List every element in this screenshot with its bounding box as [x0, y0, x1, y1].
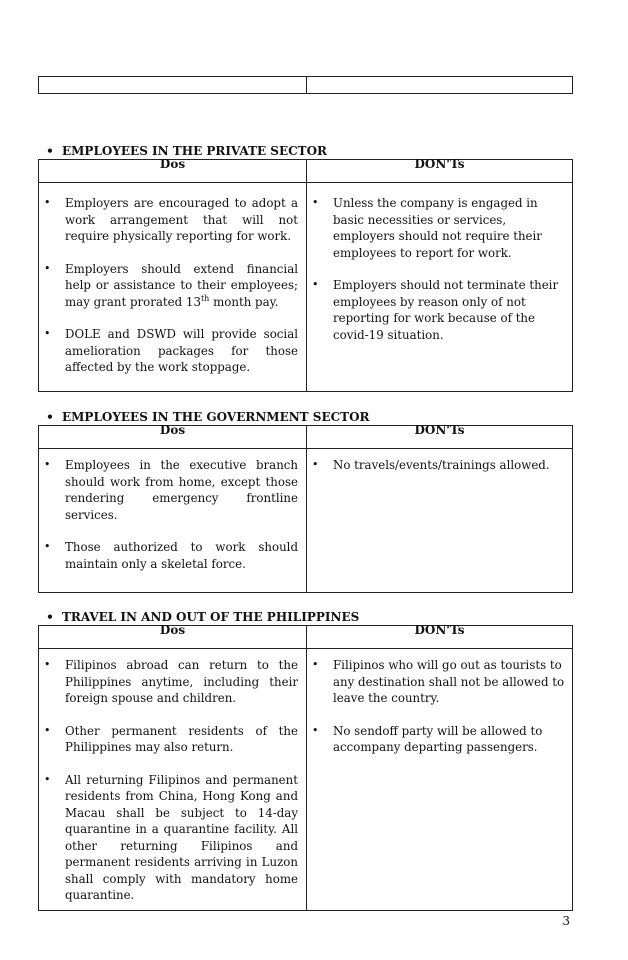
list-item: • Employees in the executive branch should work from home, except those rendering emergency frontline services.: [44, 458, 298, 522]
dos-cell: [39, 649, 307, 911]
bullet-icon: •: [44, 261, 51, 275]
list-item: • Filipinos abroad can return to the Philippines anytime, including their foreign spouse and children.: [44, 658, 298, 705]
donts-cell: [307, 649, 573, 911]
donts-column-header: DON'Ts: [307, 426, 573, 449]
empty-table-fragment: [38, 76, 573, 94]
list-item: • Employers should extend financial help or assistance to their employees; may grant prorated 13th month pay.: [44, 261, 298, 309]
section-heading-private: • EMPLOYEES IN THE PRIVATE SECTOR: [38, 144, 327, 158]
bullet-icon: •: [44, 540, 51, 553]
dos-cell: [39, 183, 307, 392]
bullet-icon: •: [312, 196, 319, 209]
bullet-icon: •: [312, 658, 319, 671]
bullet-icon: •: [312, 278, 319, 291]
bullet-icon: •: [46, 610, 54, 624]
bullet-icon: •: [44, 196, 51, 209]
bullet-icon: •: [46, 410, 54, 424]
bullet-icon: •: [312, 458, 319, 471]
dos-donts-table: [38, 159, 573, 392]
bullet-icon: •: [46, 144, 54, 158]
list-item: • No travels/events/trainings allowed.: [312, 458, 550, 472]
dos-column-header: Dos: [39, 626, 307, 649]
dos-cell: [39, 449, 307, 593]
list-item: • Other permanent residents of the Philippines may also return.: [44, 723, 298, 754]
bullet-icon: •: [44, 772, 51, 786]
section-heading-travel: • TRAVEL IN AND OUT OF THE PHILIPPINES: [38, 610, 359, 624]
list-item: • DOLE and DSWD will provide social amelioration packages for those affected by the work stoppage.: [44, 327, 298, 374]
section-table-private: [38, 159, 573, 392]
donts-column-header: DON'Ts: [307, 626, 573, 649]
list-item: • Those authorized to work should maintain only a skeletal force.: [44, 540, 298, 571]
list-item: • Unless the company is engaged in basic necessities or services, employers should not require their employees to report for work.: [312, 196, 542, 260]
page-number: 3: [562, 914, 570, 928]
bullet-icon: •: [44, 458, 51, 471]
donts-column-header: DON'Ts: [307, 160, 573, 183]
table-column-divider: [306, 77, 307, 93]
donts-cell: [307, 183, 573, 392]
donts-cell: [307, 449, 573, 593]
dos-column-header: Dos: [39, 426, 307, 449]
dos-column-header: Dos: [39, 160, 307, 183]
section-heading-government: • EMPLOYEES IN THE GOVERNMENT SECTOR: [38, 410, 370, 424]
dos-donts-table: [38, 425, 573, 593]
list-item: • No sendoff party will be allowed to accompany departing passengers.: [312, 723, 543, 754]
section-table-travel: [38, 625, 573, 911]
bullet-icon: •: [312, 723, 319, 737]
bullet-icon: •: [44, 723, 51, 737]
dos-donts-table: [38, 625, 573, 911]
list-item: • All returning Filipinos and permanent residents from China, Hong Kong and Macau shall be subject to 14-day quarantine in a quarantine facility. All other returning Filipinos and permanent residents arriving in Luzon shall comply with mandatory home quarantine.: [44, 772, 298, 902]
list-item: • Filipinos who will go out as tourists to any destination shall not be allowed to leave the country.: [312, 658, 565, 705]
list-item: • Employers are encouraged to adopt a work arrangement that will not require physically reporting for work.: [44, 196, 298, 243]
list-item: • Employers should not terminate their employees by reason only of not reporting for work because of the covid-19 situation.: [312, 278, 559, 342]
bullet-icon: •: [44, 658, 51, 671]
section-table-government: [38, 425, 573, 593]
bullet-icon: •: [44, 327, 51, 340]
